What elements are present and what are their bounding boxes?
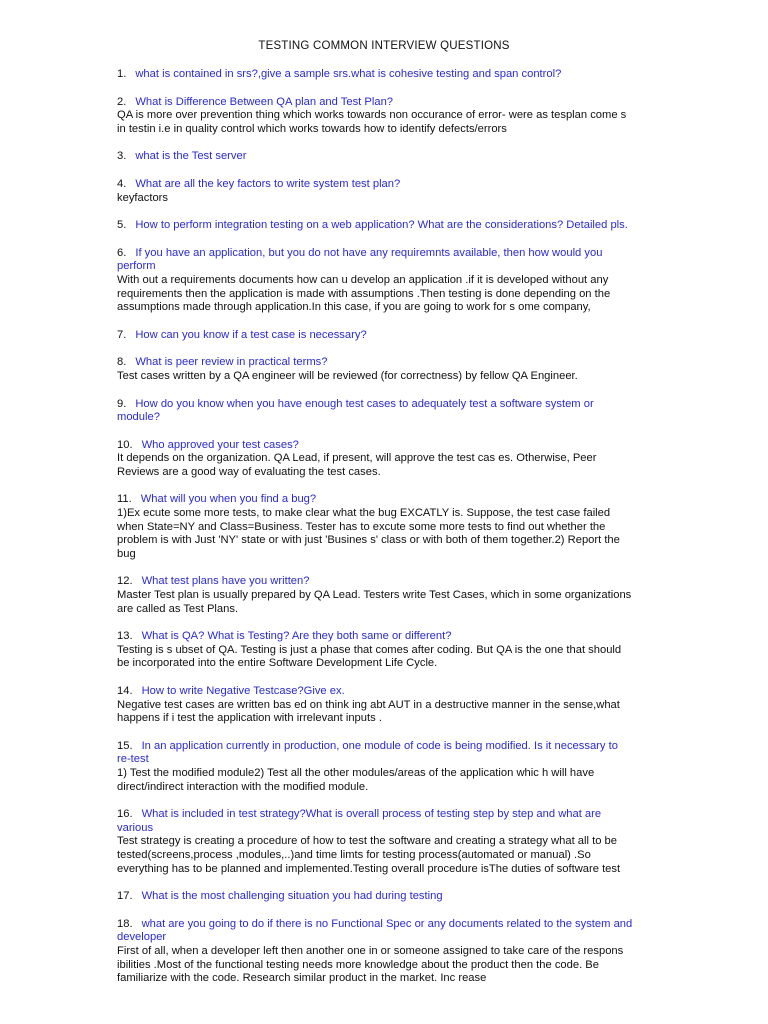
question-text (117, 329, 633, 343)
question-item (117, 247, 633, 315)
question-text (117, 68, 633, 82)
question-text (117, 493, 633, 507)
question-text (117, 808, 633, 835)
question-number: 4. (117, 177, 127, 190)
answer-text: 1)Ex ecute some more tests, to make clear what the bug EXCATLY is. Suppose, the test case failed when State=NY and Class=Business. Tester has to excute some more tests to find out whether the problem is with Just 'NY' state or with just 'Busines s' class or with both of them together.2) Report the bug (117, 507, 620, 560)
question-number: 10. (117, 438, 133, 451)
question-label: What is QA? What is Testing? Are they both same or different? (141, 630, 452, 643)
answer-text: Test cases written by a QA engineer will be reviewed (for correctness) by fellow QA Engineer. (117, 369, 578, 382)
question-number: 16. (117, 808, 133, 821)
question-item (117, 96, 633, 137)
question-number: 13. (117, 630, 133, 643)
question-item (117, 219, 633, 233)
question-item (117, 918, 633, 986)
question-number: 6. (117, 246, 127, 259)
question-text (117, 439, 633, 453)
question-item (117, 685, 633, 726)
question-text (117, 178, 633, 192)
question-number: 18. (117, 917, 133, 930)
question-number: 15. (117, 739, 133, 752)
question-item (117, 150, 633, 164)
question-text (117, 150, 633, 164)
question-label: What are all the key factors to write system test plan? (135, 177, 401, 190)
question-item (117, 740, 633, 794)
question-item (117, 68, 633, 82)
question-text (117, 96, 633, 110)
question-number: 9. (117, 397, 127, 410)
question-item (117, 178, 633, 205)
question-label: Who approved your test cases? (141, 438, 299, 451)
question-text (117, 740, 633, 767)
answer-text: First of all, when a developer left then another one in or someone assigned to take care of the respons ibilities .Most of the functional testing needs more knowledge about the product then the code. Be familiarize with the code. Research similar product in the market. Inc rease (117, 944, 624, 985)
question-number: 17. (117, 890, 133, 903)
answer-text: Test strategy is creating a procedure of how to test the software and creating a strategy what all to be tested(screens,process ,modules,..)and time limts for testing process(automated or manual) .So everything has to be planned and implemented.Testing overall procedure isThe duties of software test (117, 835, 621, 875)
question-text (117, 247, 633, 274)
answer-text: Testing is s ubset of QA. Testing is just a phase that comes after coding. But QA is the one that should be incorporated into the entire Software Development Life Cycle. (117, 643, 622, 670)
question-label: How to write Negative Testcase?Give ex. (141, 685, 345, 697)
answer-text: keyfactors (117, 191, 168, 204)
question-item (117, 493, 633, 561)
question-number: 11. (117, 493, 132, 506)
question-label: What is Difference Between QA plan and Test Plan? (135, 95, 394, 108)
question-number: 8. (117, 356, 127, 369)
question-label: what is contained in srs?,give a sample srs.what is cohesive testing and span control? (135, 68, 562, 80)
answer-text: Master Test plan is usually prepared by QA Lead. Testers write Test Cases, which in some organizations are called as Test Plans. (117, 589, 632, 615)
question-number: 12. (117, 575, 133, 588)
question-label: what is the Test server (135, 150, 247, 163)
question-text (117, 890, 633, 904)
question-label: How can you know if a test case is necessary? (135, 328, 367, 341)
question-label: How to perform integration testing on a web application? What are the considerations? Detailed pls. (135, 219, 628, 232)
question-item (117, 630, 633, 671)
page-title: TESTING COMMON INTERVIEW QUESTIONS (258, 40, 510, 52)
question-text (117, 575, 633, 589)
question-item (117, 439, 633, 480)
question-label: In an application currently in production, one module of code is being modified. Is it necessary to re-test (117, 739, 618, 766)
question-item (117, 356, 633, 383)
question-list (117, 68, 633, 1000)
question-label: What is included in test strategy?What is overall process of testing step by step and what are various (117, 808, 602, 834)
answer-text: It depends on the organization. QA Lead, if present, will approve the test cas es. Otherwise, Peer Reviews are a good way of evaluating the test cases. (117, 452, 597, 478)
question-label: If you have an application, but you do not have any requiremnts available, then how would you perform (117, 246, 603, 273)
question-text (117, 356, 633, 370)
question-label: what are you going to do if there is no Functional Spec or any documents related to the system and developer (117, 917, 633, 944)
question-number: 7. (117, 328, 127, 341)
question-item (117, 398, 633, 425)
question-number: 2. (117, 95, 127, 108)
question-text (117, 219, 633, 233)
answer-text: QA is more over prevention thing which works towards non occurance of error- were as tesplan come s in testin i.e in quality control which works towards how to identify defects/errors (117, 109, 627, 135)
question-text (117, 630, 633, 644)
question-item (117, 890, 633, 904)
answer-text: With out a requirements documents how can u develop an application .if it is developed without any requirements then the application is made with assumptions .Then testing is done depending on the assumptions made through application.In this case, if you are going to work for s ome company, (117, 273, 611, 314)
question-number: 1. (117, 68, 127, 80)
question-text (117, 398, 633, 425)
question-number: 14. (117, 685, 133, 697)
question-number: 3. (117, 150, 127, 163)
answer-text: 1) Test the modified module2) Test all the other modules/areas of the application whic h will have direct/indirect interaction with the modified module. (117, 766, 595, 793)
question-item (117, 808, 633, 876)
question-label: What is peer review in practical terms? (135, 356, 328, 369)
question-label: How do you know when you have enough test cases to adequately test a software system or module? (117, 397, 594, 424)
question-label: What is the most challenging situation you had during testing (141, 890, 443, 903)
question-item (117, 329, 633, 343)
question-text (117, 685, 633, 699)
question-number: 5. (117, 219, 127, 232)
question-item (117, 575, 633, 616)
answer-text: Negative test cases are written bas ed on think ing abt AUT in a destructive manner in the sense,what happens if i test the application with irrelevant inputs . (117, 698, 620, 725)
question-text (117, 918, 633, 945)
question-label: What will you when you find a bug? (140, 493, 317, 506)
question-label: What test plans have you written? (141, 575, 310, 588)
